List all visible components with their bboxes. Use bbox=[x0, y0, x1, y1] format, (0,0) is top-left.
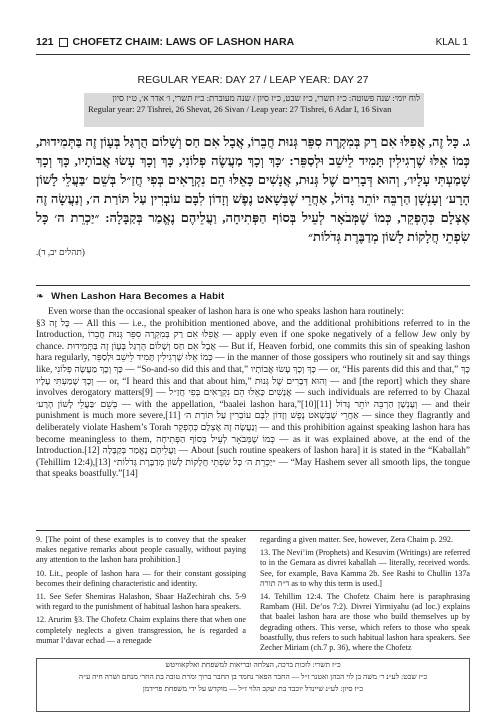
footnote: 9. [The point of these examples is to convey that the speaker makes negative remarks about people casually, without paying any attention to the lashon hara prohibition.] bbox=[36, 535, 246, 565]
dedication-line: כ״ז שבט: לע״נ ר׳ משה בן לוי הכהן ואטנר ז״ל — החבר הפאר נחמד בן החבר ברוך ומרת טובה בת החר׳ מנחם ושרה חיה ע״ה bbox=[78, 672, 428, 681]
day-label: REGULAR YEAR: DAY 27 / LEAP YEAR: DAY 27 bbox=[137, 74, 369, 86]
intro-paragraph: Even worse than the occasional speaker of lashon hara is one who speaks lashon hara routinely: bbox=[48, 307, 405, 317]
section-label: KLAL 1 bbox=[435, 36, 468, 48]
footnote: 13. The Nevi’im (Prophets) and Kesuvim (Writings) are referred to in the Gemara as divrei kaballah — literally, received words. See, for example, Bava Kamma 2b. See Rashi to Chullin 137a ד״ה תורה as to why this term is used.] bbox=[260, 548, 470, 588]
footnote: 14. Tehillim 12:4. The Chofetz Chaim here is paraphrasing Rambam (Hil. De’os 7:2). Divrei Yirmiyahu (ad loc.) explains that baalei lashon hara are those who build themselves up by degrading others. This verse, which refers to those who speak boastfully, thus refers to such habitual lashon hara speakers. See Zecher Miriam (ch.7 p. 36), where the Chofetz bbox=[260, 592, 470, 653]
footnote: 11. See Sefer Shemiras Halashon, Shaar HaZechirah chs. 5-9 with regard to the punishment of habitual lashon hara speakers. bbox=[36, 592, 246, 612]
leaf-ornament-icon: ❧ bbox=[36, 291, 45, 302]
page-number: 121 bbox=[36, 36, 54, 48]
day-schedule-english: Regular year: 27 Tishrei, 26 Shevat, 26 Sivan / Leap year: 27 Tishrei, 6 Adar I, 16 Sivan bbox=[88, 104, 392, 114]
hebrew-citation: (תהלים יב, ד). bbox=[36, 247, 85, 257]
commentary-paragraph: §3 כָּל זֶה — All this — i.e., the prohibition mentioned above, and the additional prohibitions referred to in the Introduction, אֲפִלּוּ אִם רַק בְּמִקְרֶה סִפֵּר גְּנוּת חֲבֵרוֹ — apply even if one spoke negatively of a fellow Jew only by chance. אֲבָל אִם חַס וְשָׁלוֹם הֻרְגַּל בְּעָוֹן זֶה בַּתְּמִידוּת — But if, Heaven forbid, one commits this sin of speaking lashon hara regularly, כְּמוֹ אֵלּוּ שֶׁרְגִילִין תָּמִיד לֵישֵׁב וּלְסַפֵּר — in the manner of those gossipers who routinely sit and say things like, כָּךְ וְכָךְ מַעֲשֶׂה פְלוֹנִי — “So-and-so did this and that,” כָּךְ וְכָךְ עָשׂוּ אֲבוֹתָיו — or, “His parents did this and that,” כָּךְ וְכָךְ שָׁמַעְתִּי עָלָיו — or, “I heard this and that about him,” וְהוּא דְּבָרִים שֶׁל גְּנוּת — and [the report] which they share involves derogatory matters[9] — אֲנָשִׁים כָּאֵלּוּ הֵם נִקְרָאִים בְּפִי חֲזַ״ל — such individuals are referred to by Chazal בְּשֵׁם ׳בַּעֲלֵי לָשׁוֹן הָרָע׳ — with the appellation, “baalei lashon hara,”[10][11] וְעָנְשָׁן הַרְבֵּה יוֹתֵר גָּדוֹל — and their punishment is much more severe,[11] אַחֲרֵי שֶׁבְּשָׁאט נֶפֶשׁ וְזָדוֹן לִבָּם עוֹבְרִין עַל תּוֹרַת ה׳ — since they flagrantly and deliberately violate Hashem’s Torah וְנַעֲשָׂה זֶה אֶצְלָם כְּהֶפְקֵר — and this prohibition against speaking lashon hara has become meaningless to them, כְּמוֹ שֶׁמְּבֹאָר לְעֵיל בְּסוֹף הַפְּתִיחָה — as it was explained above, at the end of the Introduction.[12] וַעֲלֵיהֶם נֶאֱמַר בְּקַבָּלָה — About [such routine speakers of lashon hara] it is stated in the “Kaballah” (Tehillim 12:4),[13] ״יַכְרֵת ה׳ כָּל שִׂפְתֵי חֲלָקוֹת לָשׁוֹן מְדַבֶּרֶת גְּדֹלוֹת״ — “May Hashem sever all smooth lips, the tongue that speaks boastfully.”[14] bbox=[36, 318, 471, 480]
footnotes bbox=[36, 535, 470, 652]
footnotes-right-column bbox=[260, 535, 470, 652]
hebrew-text bbox=[36, 132, 470, 258]
footnote: regarding a given matter. See, however, Zera Chaim p. 292. bbox=[260, 535, 453, 544]
book-title: CHOFETZ CHAIM: LAWS OF LASHON HARA bbox=[72, 36, 295, 48]
dedication-line: כ״ז תשרי: לזכות ברכה, הצלחה ובריאות למשפחת ואלקאוויטש bbox=[165, 660, 341, 669]
square-bullet-icon bbox=[59, 38, 68, 47]
text-divider bbox=[36, 285, 470, 286]
dedication-line: כ״ז סיון: לע״נ שיינדל יוכבד בת יעקב הלוי ז״ל — מוקדש על ידי משפחת פרידמן bbox=[142, 684, 364, 693]
dedication-box bbox=[36, 658, 470, 712]
running-header bbox=[36, 34, 468, 50]
notes-divider bbox=[36, 530, 470, 531]
hebrew-paragraph: ג. כָּל זֶה, אֲפִלּוּ אִם רַק בְּמִקְרֶה סִפֵּר גְּנוּת חֲבֵרוֹ, אֲבָל אִם חַס וְשָׁלוֹם הֻרְגַּל בְּעָוֹן זֶה בַּתְּמִידוּת, כְּמוֹ אֵלּוּ שֶׁרְגִילִין תָּמִיד לֵישֵׁב וּלְסַפֵּר: ׳כָּךְ וְכָךְ מַעֲשֶׂה פְלוֹנִי, כָּךְ וְכָךְ עָשׂוּ אֲבוֹתָיו, כָּךְ וְכָךְ שָׁמַעְתִּי עָלָיו׳, וְהוּא דְּבָרִים שֶׁל גְּנוּת, אֲנָשִׁים כָּאֵלּוּ הֵם נִקְרָאִים בְּפִי חֲזַ״ל בְּשֵׁם ׳בַּעֲלֵי לָשׁוֹן הָרָע׳ וְעָנְשָׁן הַרְבֵּה יוֹתֵר גָּדוֹל, אַחֲרֵי שֶׁבְּשָׁאט נֶפֶשׁ וְזָדוֹן לִבָּם עוֹבְרִין עַל תּוֹרַת ה׳, וְנַעֲשָׂה זֶה אֶצְלָם כְּהֶפְקֵר, כְּמוֹ שֶׁמְּבֹאָר לְעֵיל בְּסוֹף הַפְּתִיחָה, וַעֲלֵיהֶם נֶאֱמַר בְּקַבָּלָה: ״יַכְרֵת ה׳ כָּל שִׂפְתֵי חֲלָקוֹת לָשׁוֹן מְדַבֶּרֶת גְּדֹלוֹת״ bbox=[36, 134, 470, 244]
footnote: 12. Arurim §3. The Chofetz Chaim explains there that when one completely neglects a given transgression, he is regarded a mumar l’davar echad — a renegade bbox=[36, 615, 246, 645]
footnote: 10. Lit., people of lashon hara — for their constant gossiping becomes their defining characteristic and identity. bbox=[36, 568, 246, 588]
section-heading bbox=[36, 291, 470, 302]
day-schedule-box bbox=[84, 93, 424, 127]
section-heading-text: When Lashon Hara Becomes a Habit bbox=[51, 291, 225, 302]
commentary-body bbox=[36, 307, 470, 481]
footnotes-left-column bbox=[36, 535, 246, 652]
header-divider bbox=[36, 54, 470, 55]
day-schedule-hebrew: לוח יומי: שנה פשוטה: כ״ז תשרי, כ״ז שבט, כ״ז סיון / שנה מעוברת: כ״ז תשרי, ו׳ אדר א׳, ט״ז סיון bbox=[112, 93, 420, 103]
